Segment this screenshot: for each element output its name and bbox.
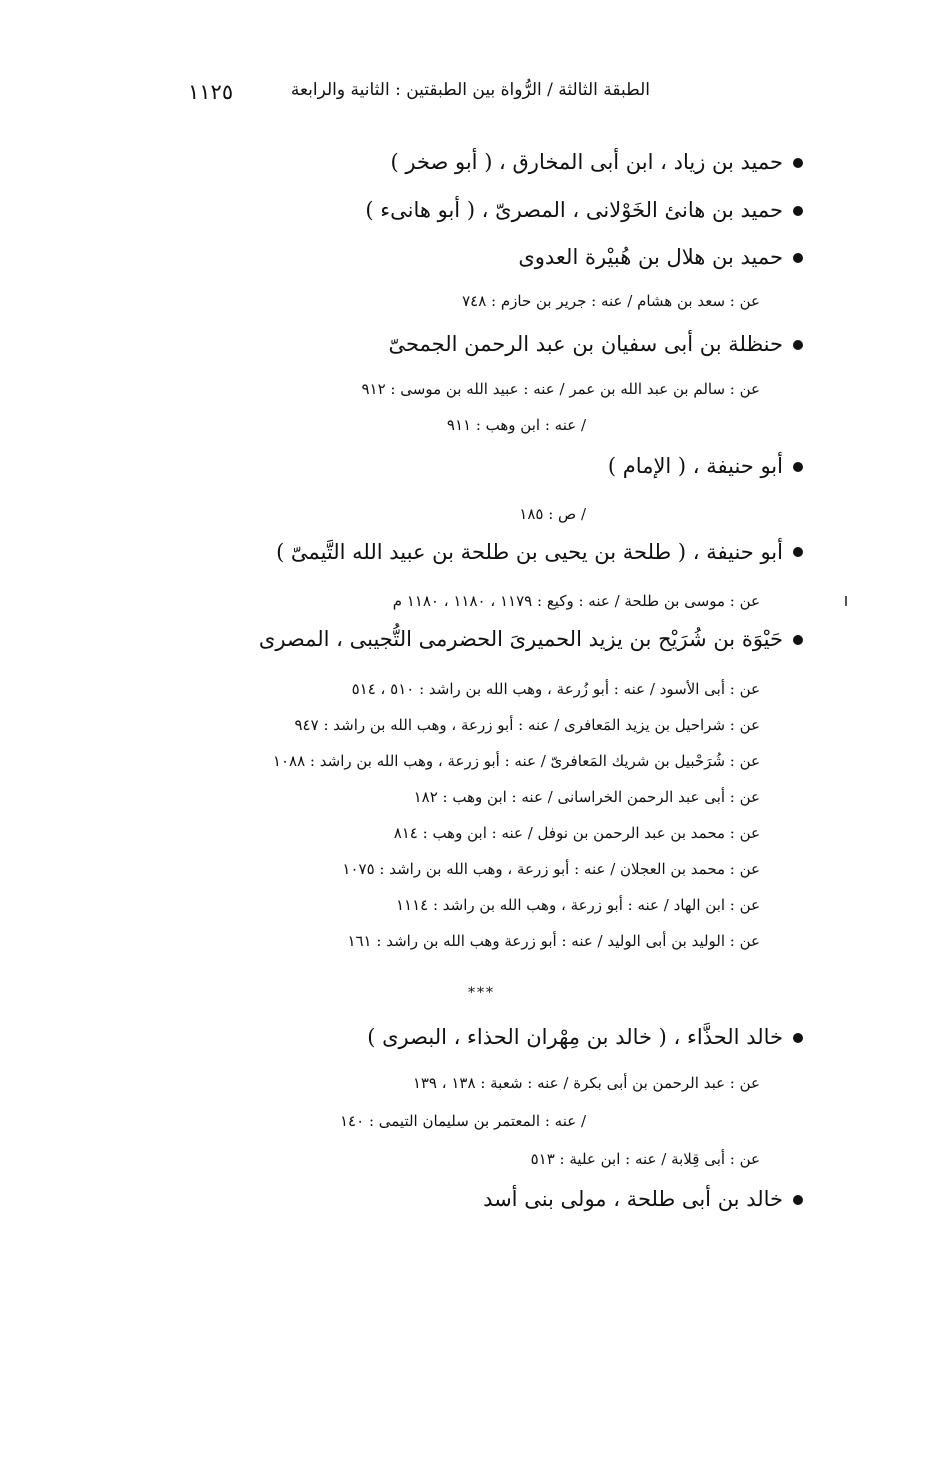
narration-line: عن : ابن الهاد / عنه : أبو زرعة ، وهب الله بن راشد : ١١١٤ <box>395 896 760 914</box>
narration-line: عن : أبى عبد الرحمن الخراسانى / عنه : ابن وهب : ١٨٢ <box>413 788 760 806</box>
narration-line: عن : سعد بن هشام / عنه : جرير بن حازم : ٧٤٨ <box>462 292 760 310</box>
entry-bullet <box>793 462 803 472</box>
entry-heading: حميد بن هلال بن هُبيْرة العدوى <box>518 245 783 269</box>
narration-line: / عنه : المعتمر بن سليمان التيمى : ١٤٠ <box>340 1112 586 1130</box>
narration-line: عن : أبى الأسود / عنه : أبو زُرعة ، وهب الله بن راشد : ٥١٠ ، ٥١٤ <box>351 680 760 698</box>
entry-bullet <box>793 158 803 168</box>
entry-heading: حميد بن زياد ، ابن أبى المخارق ، ( أبو صخر ) <box>390 150 783 174</box>
running-header-title: الطبقة الثالثة / الرُّواة بين الطبقتين : الثانية والرابعة <box>290 80 650 100</box>
entry-bullet <box>793 340 803 350</box>
entry-bullet <box>793 1033 803 1043</box>
entry-heading: أبو حنيفة ، ( الإمام ) <box>607 454 783 478</box>
narration-line: عن : محمد بن العجلان / عنه : أبو زرعة ، وهب الله بن راشد : ١٠٧٥ <box>342 860 760 878</box>
narration-line: عن : شُرَحْبيل بن شريك المَعافرىّ / عنه : أبو زرعة ، وهب الله بن راشد : ١٠٨٨ <box>272 752 760 770</box>
narration-line: / عنه : ابن وهب : ٩١١ <box>446 416 586 434</box>
narration-line: عن : أبى قِلابة / عنه : ابن علية : ٥١٣ <box>530 1150 760 1168</box>
entry-bullet <box>793 635 803 645</box>
section-separator: *** <box>468 985 495 1001</box>
narration-line: عن : محمد بن عبد الرحمن بن نوفل / عنه : ابن وهب : ٨١٤ <box>393 824 760 842</box>
entry-bullet <box>793 1195 803 1205</box>
entry-bullet <box>793 206 803 216</box>
entry-heading: خالد بن أبى طلحة ، مولى بنى أسد <box>483 1187 783 1211</box>
narration-line: عن : شراحيل بن يزيد المَعافرى / عنه : أبو زرعة ، وهب الله بن راشد : ٩٤٧ <box>294 716 760 734</box>
entry-heading: أبو حنيفة ، ( طلحة بن يحيى بن طلحة بن عبيد الله التَّيمىّ ) <box>276 540 783 564</box>
entry-heading: حنظلة بن أبى سفيان بن عبد الرحمن الجمحىّ <box>388 332 783 356</box>
entry-bullet <box>793 253 803 263</box>
narration-line: عن : موسى بن طلحة / عنه : وكيع : ١١٧٩ ، ١١٨٠ ، ١١٨٠ م <box>392 592 760 610</box>
page-number: ١١٢٥ <box>188 80 234 104</box>
margin-mark <box>845 596 847 606</box>
narration-line: عن : سالم بن عبد الله بن عمر / عنه : عبيد الله بن موسى : ٩١٢ <box>361 380 760 398</box>
entry-heading: حميد بن هانئ الخَوْلانى ، المصرىّ ، ( أبو هانىء ) <box>365 198 783 222</box>
entry-heading: خالد الحذَّاء ، ( خالد بن مِهْران الحذاء ، البصرى ) <box>367 1025 783 1049</box>
entry-bullet <box>793 547 803 557</box>
entry-heading: حَيْوَة بن شُرَيْح بن يزيد الحميرىَ الحضرمى التُّجيبى ، المصرى <box>258 627 783 651</box>
narration-line: عن : الوليد بن أبى الوليد / عنه : أبو زرعة وهب الله بن راشد : ١٦١ <box>347 932 760 950</box>
narration-line: / ص : ١٨٥ <box>519 505 586 523</box>
narration-line: عن : عبد الرحمن بن أبى بكرة / عنه : شعبة : ١٣٨ ، ١٣٩ <box>412 1074 760 1092</box>
